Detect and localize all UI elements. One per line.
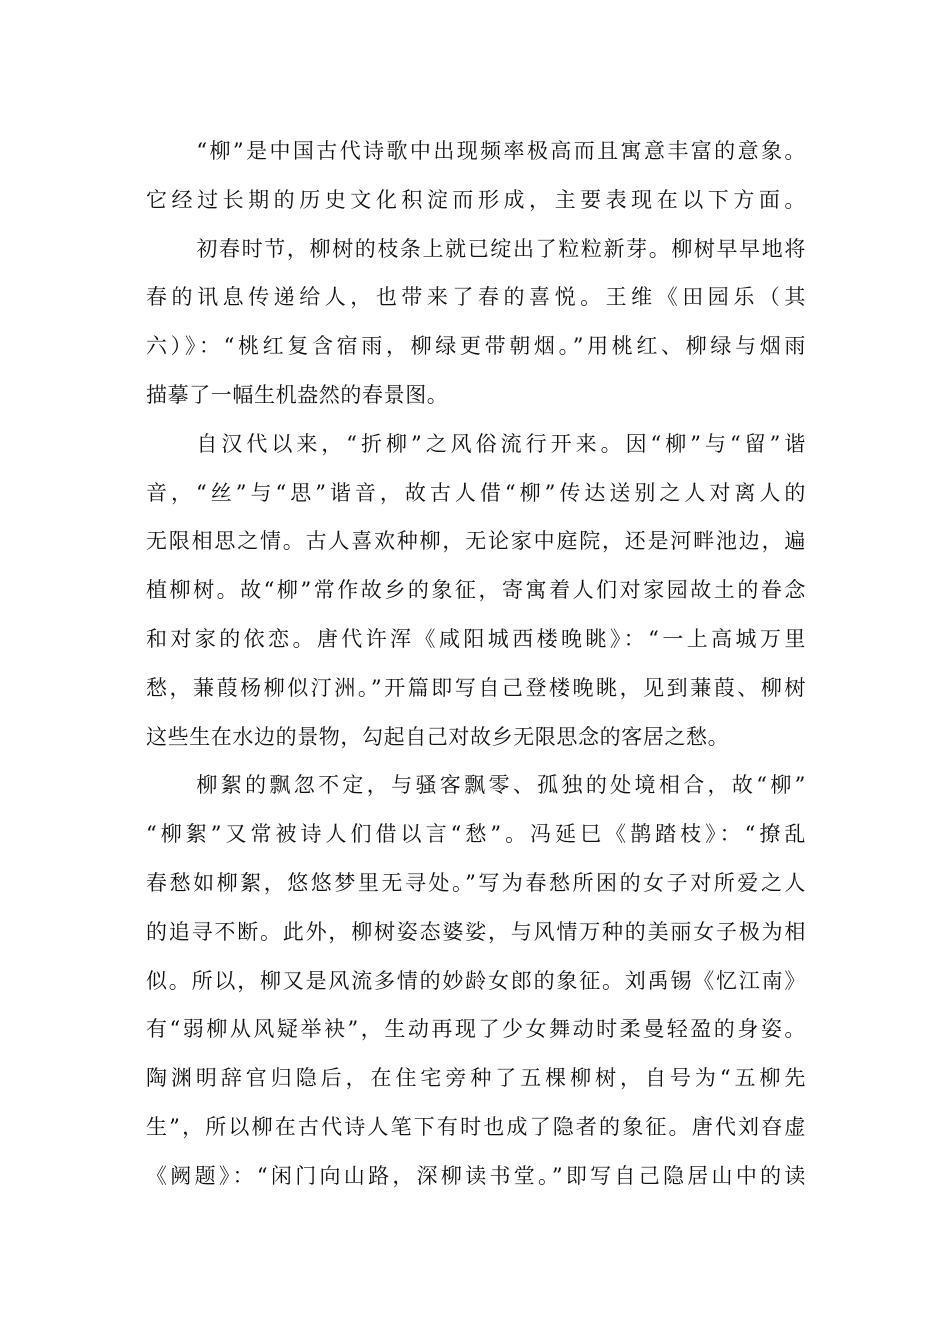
text-line: 的追寻不断。此外，柳树姿态婆娑，与风情万种的美丽女子极为相 [146,919,806,944]
text-line: 六）》：“桃红复含宿雨，柳绿更带朝烟。”用桃红、柳绿与烟雨 [146,334,806,359]
paragraph-willow-catkins [146,761,806,1200]
paragraph-farewell-willow [146,420,806,762]
text-line: 这些生在水边的景物，勾起自己对故乡无限思念的客居之愁。 [146,724,730,749]
text-line: 《阙题》：“闲门向山路，深柳读书堂。”即写自己隐居山中的读 [146,1163,806,1188]
text-line: 似。所以，柳又是风流多情的妙龄女郎的象征。刘禹锡《忆江南》 [146,968,806,993]
text-line: 有“弱柳从风疑举袂”，生动再现了少女舞动时柔曼轻盈的身姿。 [146,1017,806,1042]
paragraph-early-spring [146,225,806,420]
text-line: 和对家的依恋。唐代许浑《咸阳城西楼晚眺》：“一上高城万里 [146,626,806,651]
text-line: 春愁如柳絮，悠悠梦里无寻处。”写为春愁所困的女子对所爱之人 [146,870,806,895]
text-line: “柳”是中国古代诗歌中出现频率极高而且寓意丰富的意象。 [196,139,806,163]
text-line: 它经过长期的历史文化积淀而形成，主要表现在以下方面。 [146,187,806,212]
text-line: 描摹了一幅生机盎然的春景图。 [146,382,449,407]
text-line: 植柳树。故“柳”常作故乡的象征，寄寓着人们对家园故土的眷念 [146,578,806,603]
text-line: 自汉代以来，“折柳”之风俗流行开来。因“柳”与“留”谐 [196,431,806,456]
text-line: “柳絮”又常被诗人们借以言“愁”。冯延巳《鹊踏枝》：“撩乱 [146,822,806,847]
text-line: 陶渊明辞官归隐后，在住宅旁种了五棵柳树，自号为“五柳先 [146,1066,806,1091]
paragraph-intro [146,127,806,225]
text-line: 柳絮的飘忽不定，与骚客飘零、孤独的处境相合，故“柳” [196,773,806,798]
text-line: 无限相思之情。古人喜欢种柳，无论家中庭院，还是河畔池边，遍 [146,529,806,554]
text-line: 生”，所以柳在古代诗人笔下有时也成了隐者的象征。唐代刘昚虚 [146,1114,806,1139]
text-line: 愁，蒹葭杨柳似汀洲。”开篇即写自己登楼晚眺，见到蒹葭、柳树 [146,675,806,700]
text-line: 初春时节，柳树的枝条上就已绽出了粒粒新芽。柳树早早地将 [196,236,806,261]
text-line: 音，“丝”与“思”谐音，故古人借“柳”传达送别之人对离人的 [146,480,806,505]
text-line: 春的讯息传递给人，也带来了春的喜悦。王维《田园乐（其 [146,285,806,310]
body-text [146,127,806,1201]
